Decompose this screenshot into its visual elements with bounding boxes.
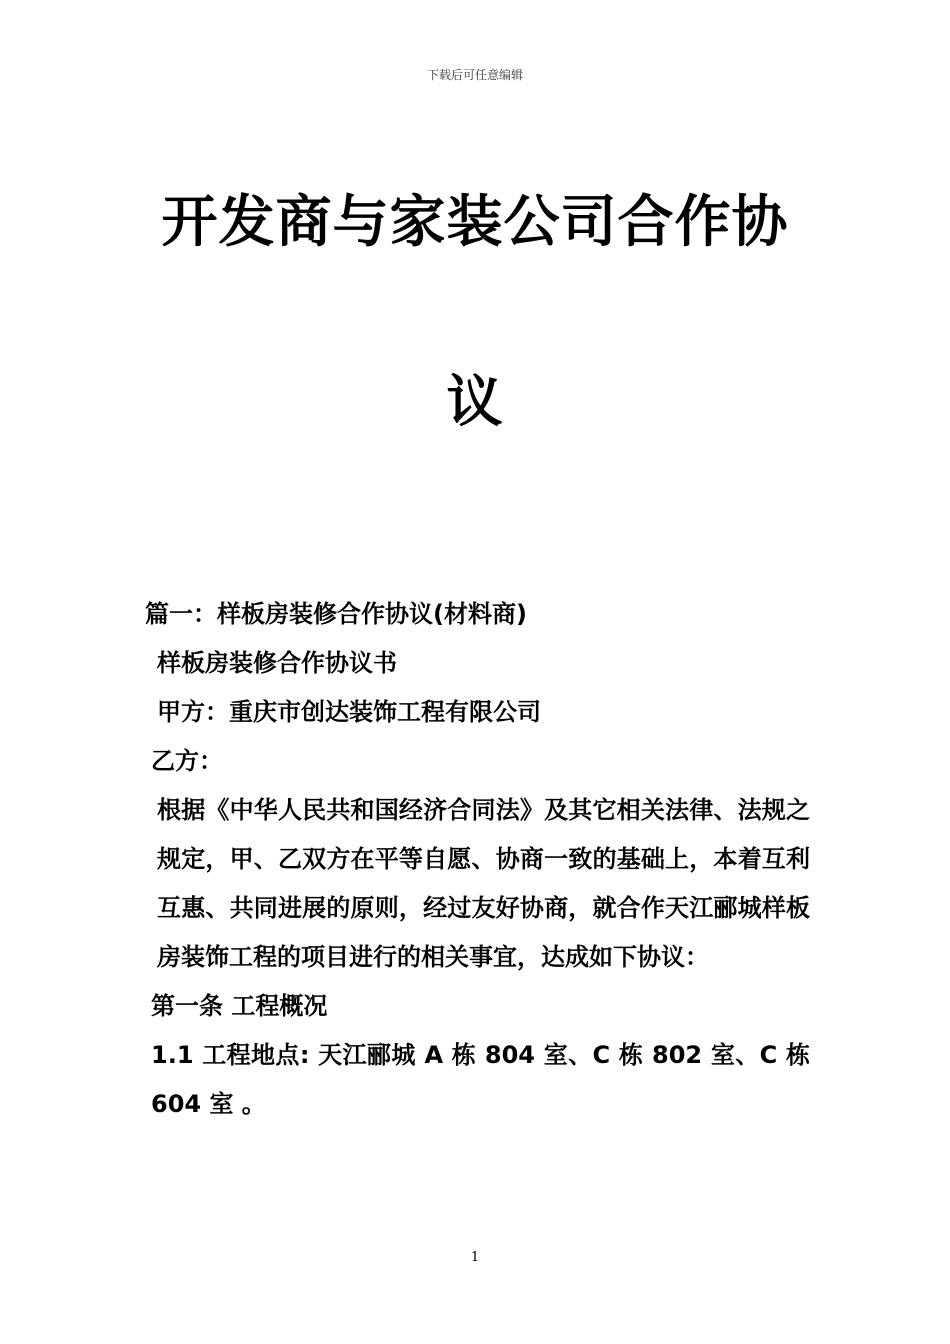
article-1-heading: 第一条 工程概况 bbox=[151, 992, 328, 1020]
document-body bbox=[145, 590, 810, 1129]
page-number: 1 bbox=[470, 1250, 480, 1265]
document-title-line-1: 开发商与家装公司合作协 bbox=[161, 190, 789, 255]
party-a: 甲方：重庆市创达装饰工程有限公司 bbox=[157, 698, 541, 726]
clause-1-1: 1.1 工程地点: 天江郦城 A 栋 804 室、C 栋 802 室、C 栋 604 室 。 bbox=[151, 1041, 810, 1118]
intro-paragraph: 根据《中华人民共和国经济合同法》及其它相关法律、法规之规定，甲、乙双方在平等自愿、协商一致的基础上，本着互利互惠、共同进展的原则，经过友好协商，就合作天江郦城样板房装饰工程的项目进行的相关事宜，达成如下协议： bbox=[157, 796, 810, 971]
agreement-subtitle: 样板房装修合作协议书 bbox=[157, 649, 397, 677]
section-title: 篇一：样板房装修合作协议(材料商) bbox=[145, 600, 527, 628]
document-title-line-2: 议 bbox=[446, 370, 504, 435]
party-b: 乙方： bbox=[151, 747, 223, 775]
header-note: 下载后可任意编辑 bbox=[426, 68, 523, 82]
